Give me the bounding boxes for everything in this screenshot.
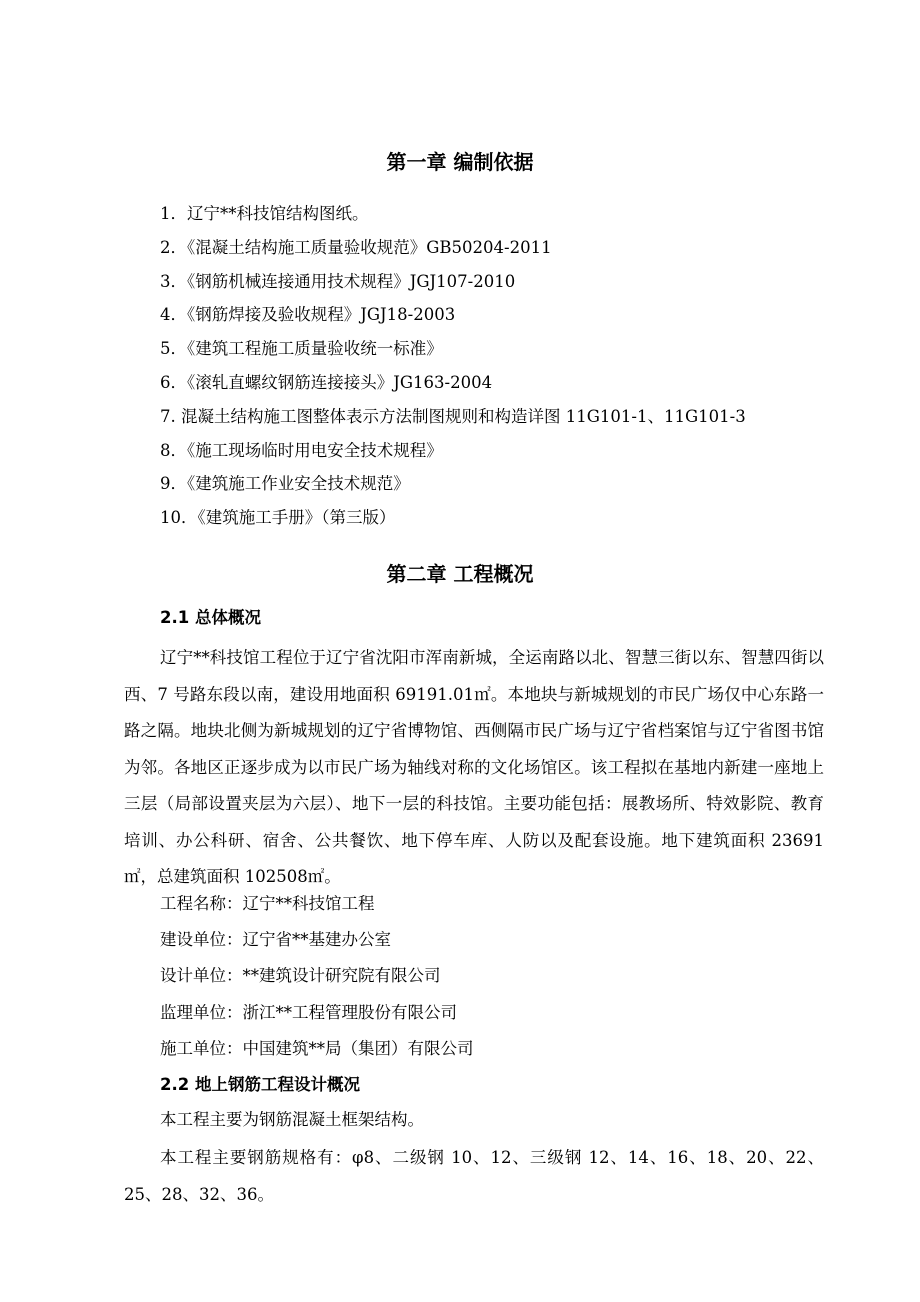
reference-item: 3．《钢筋机械连接通用技术规程》JGJ107-2010: [160, 271, 516, 291]
chapter-2-title: 第二章 工程概况: [386, 562, 534, 586]
chapter-1-title: 第一章 编制依据: [386, 150, 534, 174]
project-info-item: 建设单位：辽宁省**基建办公室: [160, 930, 391, 950]
project-info-item: 工程名称：辽宁**科技馆工程: [160, 894, 375, 913]
structure-paragraph: 本工程主要为钢筋混凝土框架结构。: [160, 1110, 424, 1129]
project-info-list: [160, 893, 474, 1074]
reference-item: 10．《建筑施工手册》（第三版）: [160, 508, 396, 528]
project-info-item: 设计单位：**建筑设计研究院有限公司: [160, 966, 441, 986]
reference-item: 9．《建筑施工作业安全技术规范》: [160, 474, 410, 494]
reference-item: 5．《建筑工程施工质量验收统一标准》: [160, 339, 443, 359]
overview-paragraph: 辽宁**科技馆工程位于辽宁省沈阳市浑南新城，全运南路以北、智慧三街以东、智慧四街以西、7 号路东段以南，建设用地面积 69191.01㎡。本地块与新城规划的市民广场仅中心东路一路之隔。地块北侧为新城规划的辽宁省博物馆、西侧隔市民广场与辽宁省档案馆与辽宁省图书馆为邻。各地区正逐步成为以市民广场为轴线对称的文化场馆区。该工程拟在基地内新建一座地上三层（局部设置夹层为六层）、地下一层的科技馆。主要功能包括：展教场所、特效影院、教育培训、办公科研、宿舍、公共餐饮、地下停车库、人防以及配套设施。地下建筑面积 23691㎡，总建筑面积 102508㎡。: [124, 648, 824, 886]
reference-item: 4．《钢筋焊接及验收规程》JGJ18-2003: [160, 305, 456, 325]
reference-item: 1．辽宁**科技馆结构图纸。: [160, 204, 369, 223]
section-2-1-heading: 2.1 总体概况: [160, 608, 261, 627]
reference-item: 2．《混凝土结构施工质量验收规范》GB50204-2011: [160, 237, 552, 257]
reference-item: 8．《施工现场临时用电安全技术规程》: [160, 440, 443, 460]
project-info-item: 施工单位：中国建筑**局（集团）有限公司: [160, 1038, 474, 1058]
project-info-item: 监理单位：浙江**工程管理股份有限公司: [160, 1002, 457, 1022]
rebar-spec-paragraph: 本工程主要钢筋规格有：φ8、二级钢 10、12、三级钢 12、14、16、18、20、22、25、28、32、36。: [124, 1148, 824, 1204]
section-2-2-heading: 2.2 地上钢筋工程设计概况: [160, 1075, 360, 1094]
reference-item: 7. 混凝土结构施工图整体表示方法制图规则和构造详图 11G101-1、11G101-3: [160, 406, 746, 426]
reference-list: [160, 204, 746, 542]
reference-item: 6．《滚轧直螺纹钢筋连接接头》JG163-2004: [160, 372, 493, 392]
